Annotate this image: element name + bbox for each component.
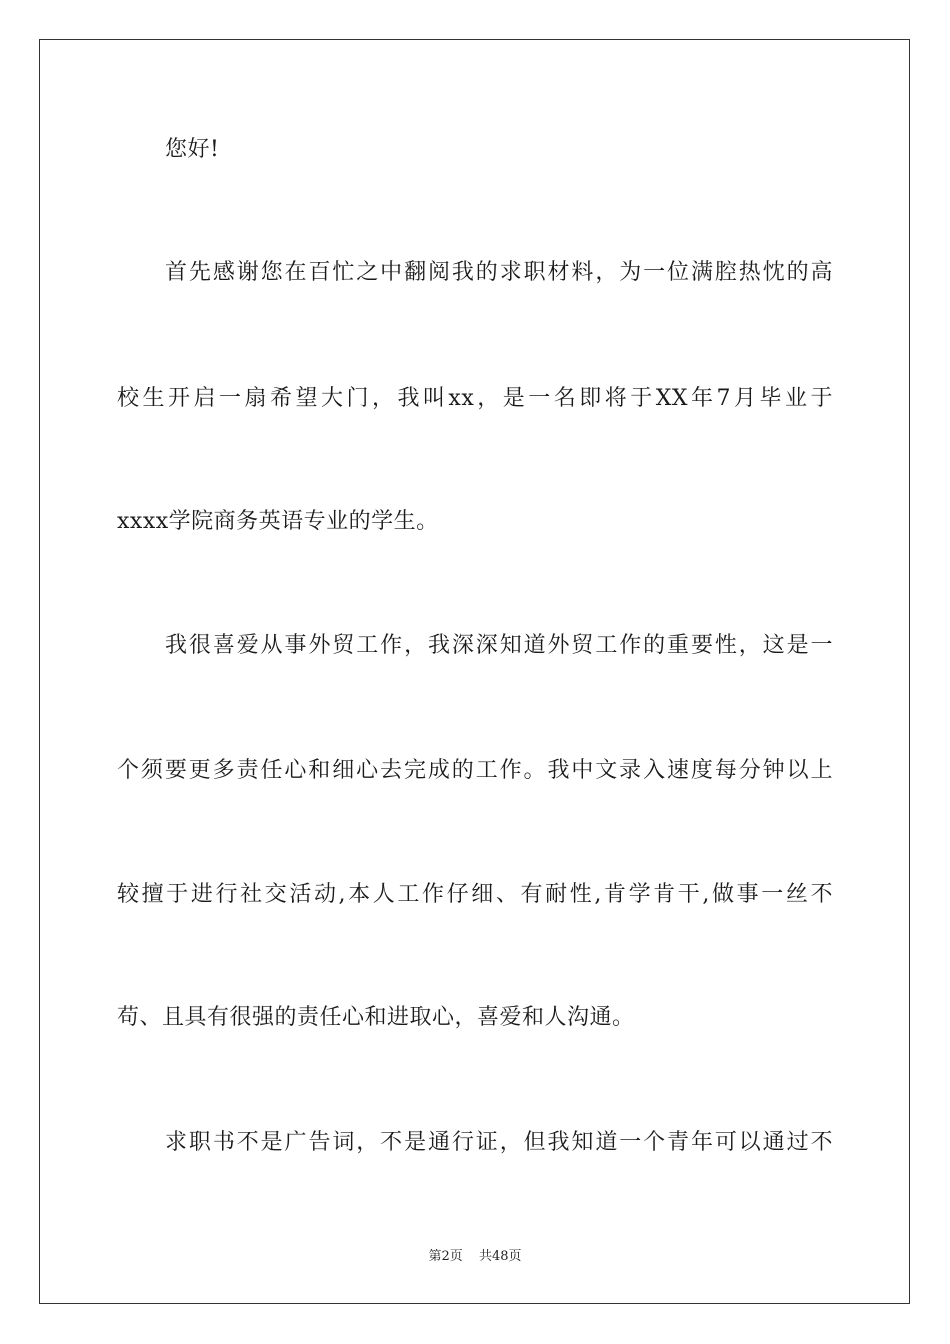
paragraph-2-line-4: 苟、且具有很强的责任心和进取心，喜爱和人沟通。	[117, 1005, 635, 1030]
paragraph-3-line-1: 求职书不是广告词，不是通行证，但我知道一个青年可以通过不	[165, 1130, 833, 1155]
paragraph-2-line-1: 我很喜爱从事外贸工作，我深深知道外贸工作的重要性，这是一	[165, 633, 833, 658]
page-border	[39, 39, 910, 1304]
paragraph-1-line-1: 首先感谢您在百忙之中翻阅我的求职材料，为一位满腔热忱的高	[165, 260, 833, 285]
page-total: 共48页	[478, 1249, 522, 1264]
paragraph-1-line-2: 校生开启一扇希望大门，我叫xx，是一名即将于XX年7月毕业于	[117, 386, 833, 411]
paragraph-2-line-3: 较擅于进行社交活动,本人工作仔细、有耐性,肯学肯干,做事一丝不	[117, 882, 833, 907]
paragraph-2-line-2: 个须要更多责任心和细心去完成的工作。我中文录入速度每分钟以上	[117, 758, 833, 783]
paragraph-1-line-3: xxxx学院商务英语专业的学生。	[117, 509, 439, 534]
page-number: 第2页	[428, 1249, 463, 1264]
page-footer	[0, 1248, 950, 1266]
salutation: 您好!	[165, 137, 220, 162]
